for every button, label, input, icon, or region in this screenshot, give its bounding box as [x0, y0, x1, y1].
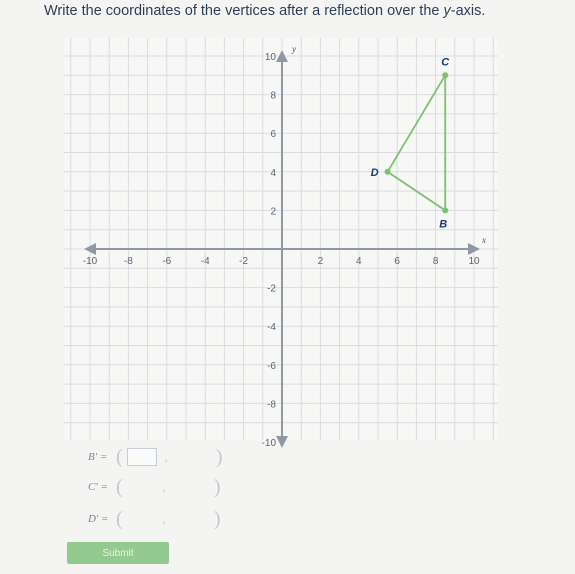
x-axis-label: x: [482, 235, 486, 245]
close-paren: ): [213, 507, 221, 530]
y-tick-label: -6: [267, 360, 276, 372]
open-paren: (: [116, 507, 123, 530]
d-prime-y-input[interactable]: [182, 510, 212, 528]
x-tick-label: -6: [162, 256, 172, 267]
b-prime-y-input[interactable]: [184, 448, 214, 466]
y-tick-label: -2: [267, 283, 276, 295]
y-tick-label: -4: [267, 322, 276, 334]
c-prime-x-input[interactable]: [125, 478, 155, 496]
x-tick-label: 2: [317, 256, 324, 267]
answer-label: B' =: [88, 451, 108, 463]
close-paren: ): [213, 475, 221, 498]
b-prime-x-input[interactable]: [127, 448, 157, 466]
comma-separator: ,: [164, 449, 168, 464]
y-tick-label: 6: [270, 129, 276, 141]
close-paren: ): [215, 445, 223, 468]
answer-row-c-prime: [88, 476, 221, 498]
vertex-label-b: B: [439, 218, 448, 231]
answer-label: C' =: [88, 481, 108, 493]
x-tick-label: -2: [239, 256, 249, 267]
vertex-label-d: D: [370, 166, 379, 179]
y-tick-label: 2: [270, 206, 276, 218]
answer-label: D' =: [88, 513, 109, 525]
vertex-label-c: C: [441, 56, 450, 69]
y-tick-label: -10: [261, 438, 276, 449]
question-prefix: Write the coordinates of the vertices after a reflection over the: [44, 3, 444, 19]
open-paren: (: [116, 475, 123, 498]
vertex-b: [442, 207, 448, 213]
x-tick-label: 4: [356, 256, 362, 267]
c-prime-y-input[interactable]: [182, 478, 212, 496]
comma-separator: ,: [162, 479, 166, 494]
vertex-c: [442, 72, 448, 78]
y-tick-label: -8: [267, 399, 276, 411]
y-axis-label: y: [292, 44, 296, 54]
y-tick-label: 4: [270, 167, 276, 179]
question-suffix: -axis.: [450, 3, 486, 19]
x-tick-label: -4: [200, 256, 210, 267]
answer-row-b-prime: [88, 446, 223, 468]
x-tick-label: 8: [432, 256, 439, 267]
y-tick-label: 8: [270, 90, 276, 102]
question-axis: y: [443, 3, 451, 19]
x-tick-label: 10: [468, 256, 480, 267]
vertex-d: [385, 169, 391, 175]
answer-row-d-prime: [88, 508, 221, 530]
submit-button[interactable]: Submit: [67, 542, 169, 564]
x-tick-label: -10: [82, 256, 98, 267]
comma-separator: ,: [162, 511, 166, 526]
y-axis-bottom-arrow: [276, 436, 288, 448]
x-tick-label: 6: [394, 256, 400, 267]
open-paren: (: [116, 445, 123, 468]
x-tick-label: -8: [123, 256, 133, 267]
y-tick-label: 10: [264, 52, 276, 63]
d-prime-x-input[interactable]: [125, 510, 155, 528]
